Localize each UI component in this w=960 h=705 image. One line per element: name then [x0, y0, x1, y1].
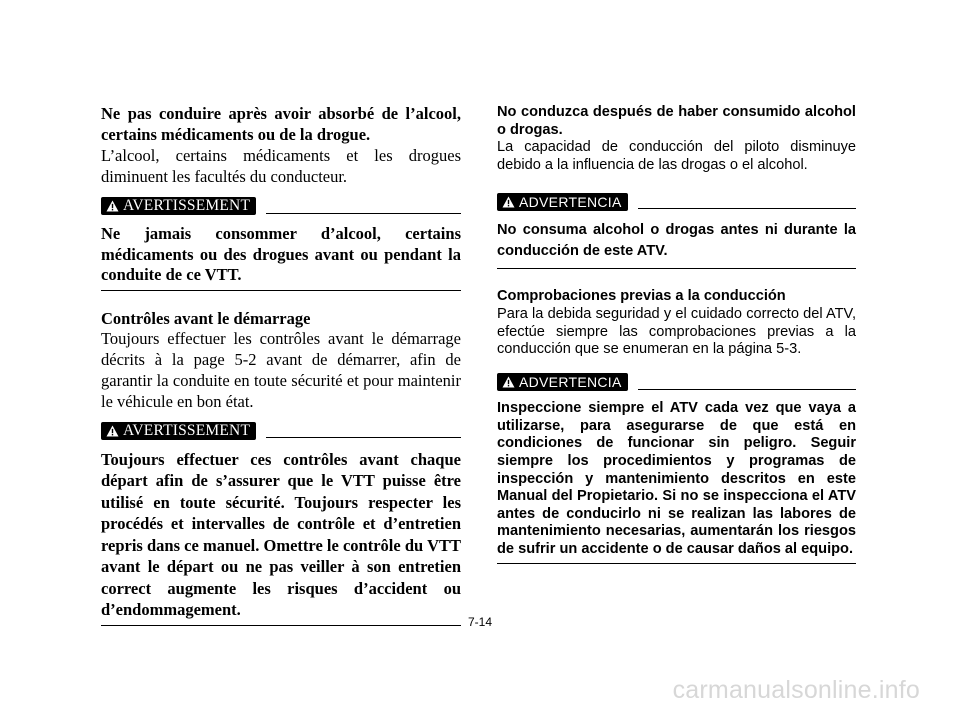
- french-heading: Ne pas conduire après avoir absorbé de l’alcool, certains médicaments ou de la drogue.: [101, 104, 461, 144]
- french-warning-header-1: [101, 197, 461, 215]
- spanish-warning-label-2: ADVERTENCIA: [519, 374, 622, 391]
- french-warning-badge-2: [101, 422, 256, 440]
- spanish-warning-end-rule-2: [497, 563, 856, 564]
- warning-triangle-icon: [106, 200, 119, 212]
- spanish-warning-text-2: Inspeccione siempre el ATV cada vez que vaya a utilizarse, para asegurarse de que está en condiciones de funcionar sin peligro. Seguir siempre los procedimientos y programas de inspección y mantenimiento descritos en este Manual del Propietario. Si no se inspecciona el ATV antes de conducirlo ni se realizan las labores de mantenimiento necesarias, aumentarán los riesgos de sufrir un accidente o de causar daños al equipo.: [497, 400, 856, 557]
- french-section-body: Toujours effectuer les contrôles avant le démarrage décrits à la page 5-2 avant de démarrer, afin de garantir la conduite en toute sécurité et pour maintenir le véhicule en bon état.: [101, 328, 461, 411]
- spanish-section-body: Para la debida seguridad y el cuidado correcto del ATV, efectúe siempre las comprobaciones previas a la conducción que se enumeran en la página 5-3.: [497, 305, 856, 358]
- french-warning-rule-2: [266, 437, 461, 438]
- spanish-intro: La capacidad de conducción del piloto disminuye debido a la influencia de las drogas o el alcohol.: [497, 139, 856, 173]
- spanish-warning-header-2: [497, 373, 856, 391]
- spanish-heading: No conduzca después de haber consumido alcohol o drogas.: [497, 104, 856, 138]
- french-intro: L’alcool, certains médicaments et les drogues diminuent les facultés du conducteur.: [101, 146, 461, 186]
- spanish-column: [497, 104, 856, 564]
- french-warning-text-2: Toujours effectuer ces contrôles avant chaque départ afin de s’assurer que le VTT puisse être utilisé en toute sécurité. Toujours respecter les procédés et intervalles de contrôle et d’entretien repris dans ce manuel. Omettre le contrôle du VTT avant le départ ou ne pas veiller à son entretien correct augmente les risques d’accident ou d’endommagement.: [101, 449, 461, 619]
- warning-triangle-icon: [502, 196, 515, 208]
- watermark: carmanualsonline.info: [672, 676, 920, 704]
- warning-triangle-icon: [106, 425, 119, 437]
- spanish-warning-badge-2: [497, 373, 628, 391]
- spanish-warning-header-1: [497, 193, 856, 211]
- french-warning-label-1: AVERTISSEMENT: [123, 197, 251, 214]
- spanish-warning-badge-1: [497, 193, 628, 211]
- french-warning-badge-1: [101, 197, 256, 215]
- warning-triangle-icon: [502, 376, 515, 388]
- spanish-warning-rule-2: [638, 389, 856, 390]
- spanish-section-title: Comprobaciones previas a la conducción: [497, 287, 786, 304]
- french-section-title: Contrôles avant le démarrage: [101, 308, 311, 328]
- french-warning-text-1: Ne jamais consommer d’alcool, certains médicaments ou des drogues avant ou pendant la conduite de ce VTT.: [101, 224, 461, 284]
- french-warning-rule-1: [266, 213, 461, 214]
- spanish-warning-label-1: ADVERTENCIA: [519, 193, 622, 210]
- spanish-warning-rule-1: [638, 208, 856, 209]
- french-warning-header-2: [101, 422, 461, 440]
- french-warning-label-2: AVERTISSEMENT: [123, 421, 251, 439]
- french-column: [101, 104, 461, 626]
- spanish-warning-text-1: No consuma alcohol o drogas antes ni durante la conducción de este ATV.: [497, 221, 856, 259]
- page-number: 7-14: [467, 615, 493, 629]
